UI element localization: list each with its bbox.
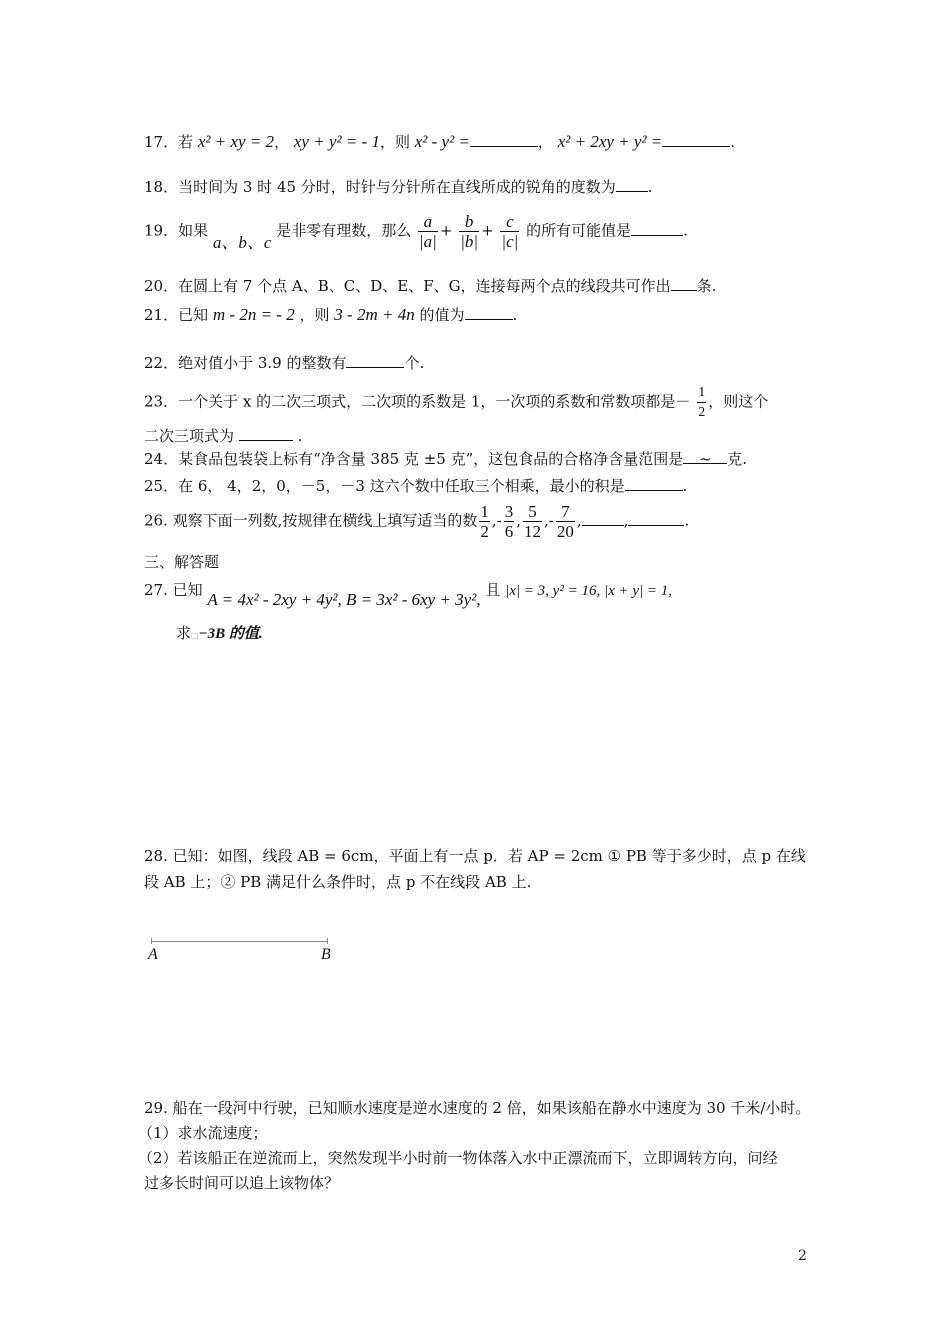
q19-fraction-c <box>500 212 519 251</box>
q27-line2b: −3B 的值. <box>198 626 263 642</box>
q17-end: . <box>730 133 736 151</box>
q26-f2-den: 6 <box>504 522 514 541</box>
question-23 <box>144 383 768 422</box>
q19-f1-num: a <box>418 212 438 232</box>
q19-f2-num: b <box>459 212 479 232</box>
q19-mid: 是非零有理数，那么 <box>276 221 412 240</box>
q26-sep5: , <box>623 511 629 530</box>
q19-blank <box>631 221 683 236</box>
q17-expr3: x² - y² = <box>414 132 470 151</box>
image-placeholder-icon: □ <box>191 631 199 640</box>
q26-fraction-3 <box>523 502 542 541</box>
q21-post: 的值为 <box>419 306 465 324</box>
q23-line2: 二次三项式为 <box>144 427 235 445</box>
question-29-part2: （2）若该船正在逆流而上，突然发现半小时前一物体落入水中正漂流而下，立即调转方向，问经 <box>138 1149 778 1167</box>
question-23-line2 <box>144 426 302 446</box>
question-29: 29. 船在一段河中行驶，已知顺水速度是逆水速度的 2 倍，如果该船在静水中速度为 30 千米/小时。 <box>144 1099 811 1117</box>
q22-end: 个. <box>404 354 425 372</box>
q23-line1b: ，则这个 <box>708 392 769 411</box>
point-a-label: A <box>148 946 158 963</box>
q21-expr2: 3 - 2m + 4n <box>334 305 415 324</box>
q26-fraction-4 <box>556 502 575 541</box>
q17-blank1 <box>470 132 538 147</box>
q17-expr1: x² + xy = 2 <box>197 132 275 151</box>
question-29-part1: （1）求水流速度； <box>138 1124 268 1142</box>
q25-blank <box>625 476 683 491</box>
q26-sep3: ,- <box>544 511 554 530</box>
q26-sep2: , <box>516 511 522 530</box>
q20-end: 条. <box>696 277 717 295</box>
question-28-line2: 段 AB 上；② PB 满足什么条件时，点 p 不在线段 AB 上. <box>144 873 532 891</box>
q17-expr4: x² + 2xy + y² = <box>557 132 663 151</box>
q26-sep1: ,- <box>491 511 502 530</box>
q24-tilde: ~ <box>698 450 712 468</box>
q19-pre: 19．如果 <box>144 221 209 240</box>
q20-blank <box>671 276 697 291</box>
q17-expr2: xy + y² = - 1 <box>293 132 380 151</box>
segment-tick-a <box>151 938 152 944</box>
question-28: 28. 已知：如图，线段 AB = 6cm，平面上有一点 p．若 AP = 2cm ① PB 等于多少时，点 p 在线 <box>144 847 806 865</box>
q21-blank <box>465 305 513 320</box>
q19-f2-den: |b| <box>460 232 479 251</box>
q19-f1-den: |a| <box>419 232 437 251</box>
segment-ab <box>151 941 327 942</box>
q19-f3-num: c <box>500 212 519 232</box>
q23-end: . <box>297 427 303 445</box>
page-number: 2 <box>798 1248 807 1264</box>
question-18 <box>144 177 653 197</box>
question-26 <box>144 502 689 541</box>
q26-f1-den: 2 <box>480 522 489 541</box>
question-21 <box>144 305 517 325</box>
q26-f3-den: 12 <box>524 522 542 541</box>
q26-sep4: , <box>576 511 582 530</box>
question-20 <box>144 276 716 296</box>
q27-pre: 27. 已知 <box>144 581 203 599</box>
q19-f3-den: |c| <box>501 232 519 251</box>
q26-text: 26. 观察下面一列数,按规律在横线上填写适当的数 <box>144 511 478 530</box>
q21-end: . <box>512 306 518 324</box>
q26-blank2 <box>628 511 684 526</box>
section-heading: 三、解答题 <box>144 553 220 571</box>
q17-blank2 <box>662 132 730 147</box>
q23-blank <box>239 426 293 441</box>
q19-end: . <box>683 221 688 240</box>
q25-text: 25．在 6， 4，2，0，－5，－3 这六个数中任取三个相乘，最小的积是 <box>144 477 625 495</box>
q21-mid: ，则 <box>299 306 330 324</box>
question-22 <box>144 353 424 373</box>
q27-cond: |x| = 3, y² = 16, |x + y| = 1, <box>505 583 673 599</box>
segment-tick-b <box>327 938 328 944</box>
q26-f1-num: 1 <box>480 502 489 521</box>
q22-text: 22．绝对值小于 3.9 的整数有 <box>144 354 347 372</box>
q24-end: 克. <box>727 450 748 468</box>
q23-f-den: 2 <box>698 405 706 420</box>
q23-line1: 23．一个关于 x 的二次三项式，二次项的系数是 1，一次项的系数和常数项都是－ <box>144 392 691 411</box>
question-25 <box>144 476 687 496</box>
question-29-part2-cont: 过多长时间可以追上该物体？ <box>144 1174 340 1192</box>
q19-vars: a、b、c <box>212 232 272 252</box>
q19-fraction-b <box>459 212 479 251</box>
q26-f2-num: 3 <box>504 502 514 521</box>
q20-text: 20．在圆上有 7 个点 A、B、C、D、E、F、G，连接每两个点的线段共可作出 <box>144 277 671 295</box>
q26-f4-num: 7 <box>556 502 575 522</box>
q17-label: 17．若 <box>144 133 194 151</box>
q26-fraction-1 <box>479 502 490 541</box>
question-27 <box>144 580 673 609</box>
q18-blank <box>616 177 648 192</box>
question-19: 19．如果 a、b、c 是非零有理数，那么 $\frac{a}{|a|}$ + $\frac{b}{|b|}$ + $\frac{c}{|c|}$ 的所有可能值是 . <box>144 212 688 252</box>
question-17 <box>144 132 735 152</box>
q17-sep1: ， <box>274 133 290 151</box>
q18-text: 18．当时间为 3 时 45 分时，时针与分针所在直线所成的锐角的度数为 <box>144 178 616 196</box>
question-24 <box>144 449 747 469</box>
q24-text: 24．某食品包装袋上标有“净含量 385 克 ±5 克”，这包食品的合格净含量范围是 <box>144 450 684 468</box>
q27-and: 且 <box>485 581 501 599</box>
q22-blank <box>346 353 404 368</box>
q26-f4-den: 20 <box>556 522 574 541</box>
point-b-label: B <box>321 946 331 963</box>
q18-end: . <box>647 178 653 196</box>
q21-pre: 21．已知 <box>144 306 209 324</box>
q26-fraction-2 <box>504 502 515 541</box>
q23-f-num: 1 <box>697 383 706 403</box>
q17-sep3: ， <box>537 133 553 151</box>
q21-expr1: m - 2n = - 2 <box>212 305 295 324</box>
q23-fraction <box>697 383 706 422</box>
q17-sep2: ，则 <box>379 133 410 151</box>
q26-blank1 <box>582 511 624 526</box>
q26-f3-num: 5 <box>523 502 542 522</box>
q24-blank <box>683 449 727 468</box>
q19-fraction-a <box>418 212 438 251</box>
q27-expr: A = 4x² - 2xy + 4y², B = 3x² - 6xy + 3y², <box>207 590 481 609</box>
q25-end: . <box>682 477 688 495</box>
question-27-line2 <box>176 623 263 646</box>
q26-end: . <box>684 511 690 530</box>
q27-line2a: 求 <box>176 624 192 642</box>
q19-post: 的所有可能值是 <box>526 221 632 240</box>
